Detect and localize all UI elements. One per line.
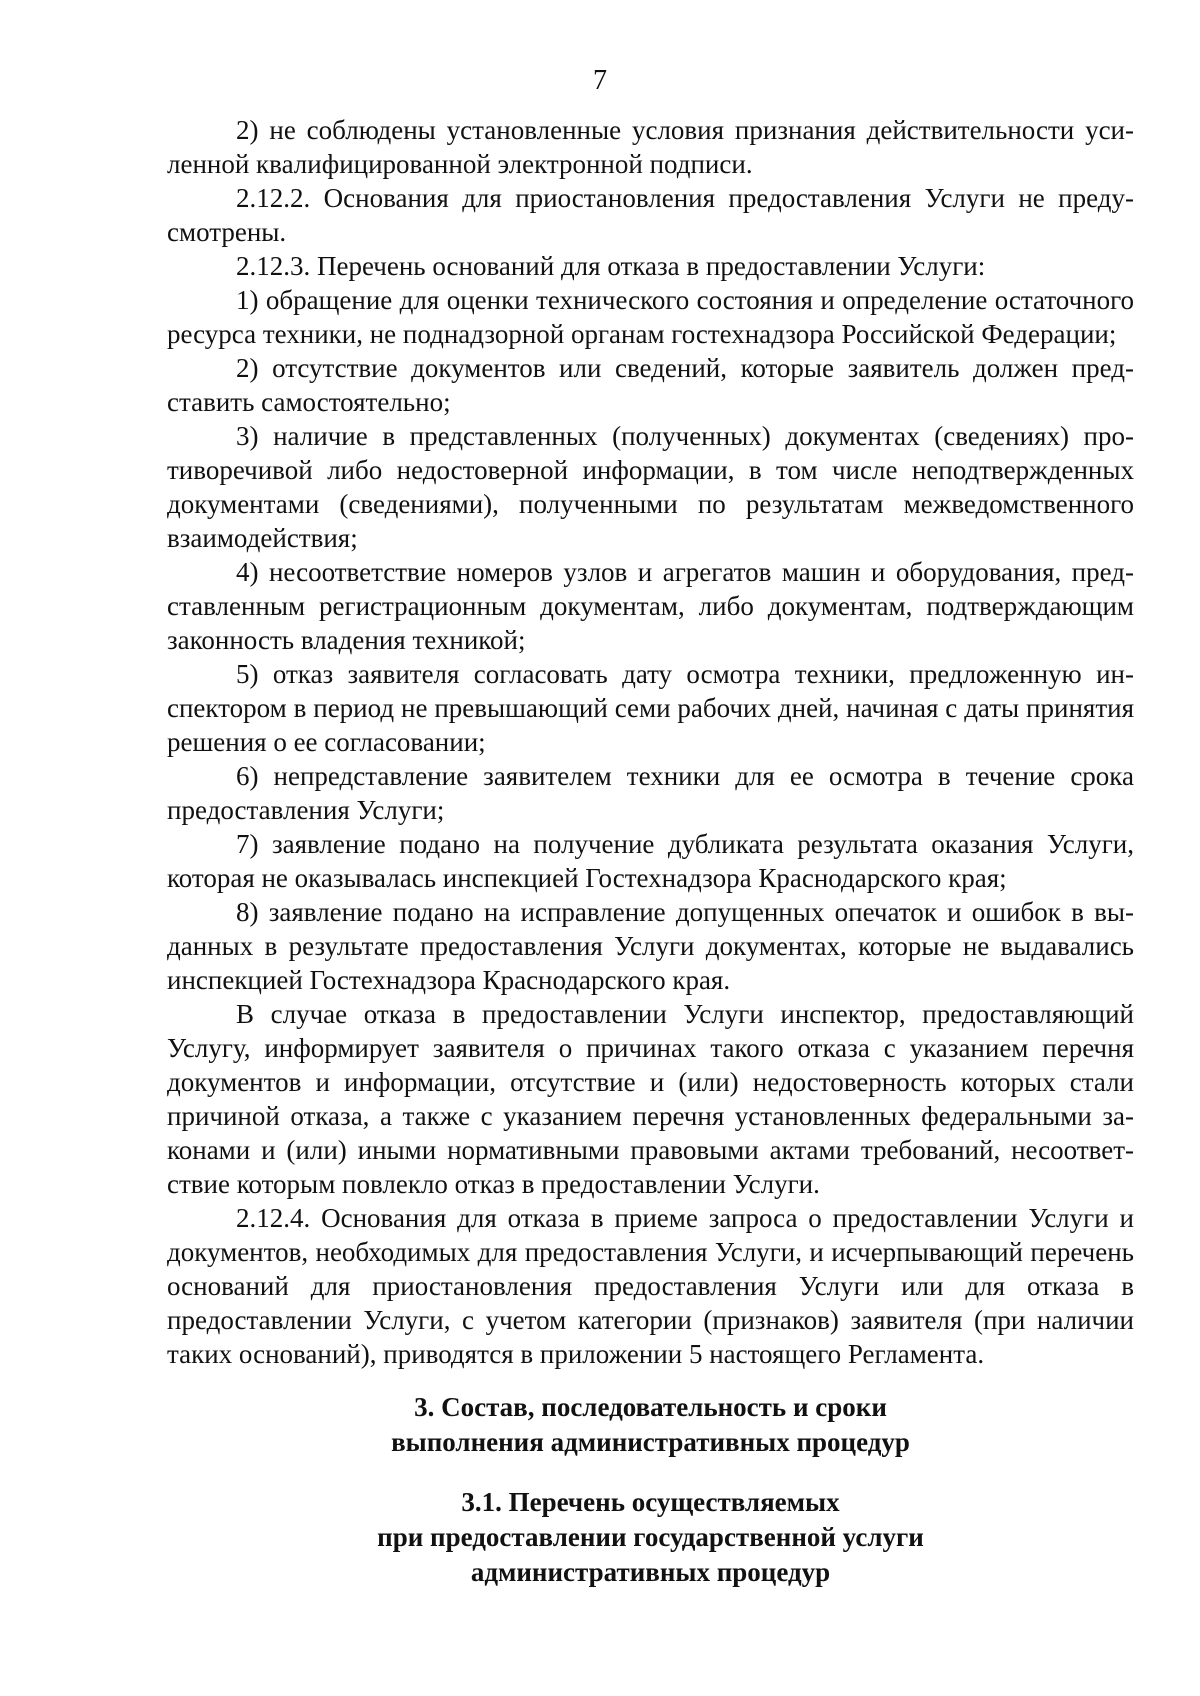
section-3-1-heading bbox=[167, 1485, 1134, 1590]
section-3-1-heading-line-2: при предоставлении государственной услуги bbox=[377, 1522, 924, 1552]
paragraph-2-12-2: 2.12.2. Основания для приостановления предоставления Услуги не предусмотрены. bbox=[167, 183, 1134, 247]
section-3-heading bbox=[167, 1390, 1134, 1460]
paragraph-2-12-3: 2.12.3. Перечень оснований для отказа в предоставлении Услуги: bbox=[236, 251, 986, 281]
section-3-1-heading-line-1: 3.1. Перечень осуществляемых bbox=[461, 1487, 840, 1517]
section-3-heading-line-2: выполнения административных процедур bbox=[391, 1427, 910, 1457]
section-3-1-heading-line-3: административных процедур bbox=[470, 1557, 831, 1587]
refusal-item-8: 8) заявление подано на исправление допущенных опечаток и ошибок в выданных в результате предоставления Услуги документах, которые не выдавались инспекцией Гостехнадзора Краснодарского края. bbox=[167, 897, 1134, 995]
refusal-item-5: 5) отказ заявителя согласовать дату осмотра техники, предложенную инспектором в период не превышающий семи рабочих дней, начиная с даты принятия решения о ее согласовании; bbox=[167, 659, 1134, 757]
section-3-heading-line-1: 3. Состав, последовательность и сроки bbox=[414, 1392, 887, 1422]
refusal-item-1: 1) обращение для оценки технического состояния и определение остаточного ресурса техники, не поднадзорной органам гостехнадзора Российской Федерации; bbox=[167, 285, 1134, 349]
refusal-item-2: 2) отсутствие документов или сведений, которые заявитель должен представить самостоятельно; bbox=[167, 353, 1134, 417]
refusal-item-7: 7) заявление подано на получение дубликата результата оказания Услуги, которая не оказывалась инспекцией Гостехнадзора Краснодарского края; bbox=[167, 829, 1134, 893]
refusal-item-6: 6) непредставление заявителем техники для ее осмотра в течение срока предоставления Услуги; bbox=[167, 761, 1134, 825]
body-text bbox=[167, 113, 1134, 1371]
refusal-notice-paragraph: В случае отказа в предоставлении Услуги инспектор, предоставляющий Услугу, информирует заявителя о причинах такого отказа с указанием перечня документов и информации, отсутствие и (или) недостоверность которых стали причиной отказа, а также с указанием перечня установленных федеральными законами и (или) иными нормативными правовыми актами требований, несоответствие которым повлекло отказ в предоставлении Услуги. bbox=[167, 999, 1134, 1199]
paragraph-2-signature: 2) не соблюдены установленные условия признания действительности усиленной квалифицированной электронной подписи. bbox=[167, 115, 1134, 179]
page-number: 7 bbox=[593, 65, 607, 96]
refusal-item-3: 3) наличие в представленных (полученных) документах (сведениях) противоречивой либо недостоверной информации, в том числе неподтвержденных документами (сведениями), полученными по результатам межведомственного взаимодействия; bbox=[167, 421, 1134, 553]
paragraph-2-12-4: 2.12.4. Основания для отказа в приеме запроса о предоставлении Услуги и документов, необходимых для предоставления Услуги, и исчерпывающий перечень оснований для приостановления предоставления Услуги или для отказа в предоставлении Услуги, с учетом категории (признаков) заявителя (при наличии таких оснований), приводятся в приложении 5 настоящего Регламента. bbox=[167, 1203, 1134, 1369]
refusal-item-4: 4) несоответствие номеров узлов и агрегатов машин и оборудования, представленным регистрационным документам, либо документам, подтверждающим законность владения техникой; bbox=[167, 557, 1134, 655]
